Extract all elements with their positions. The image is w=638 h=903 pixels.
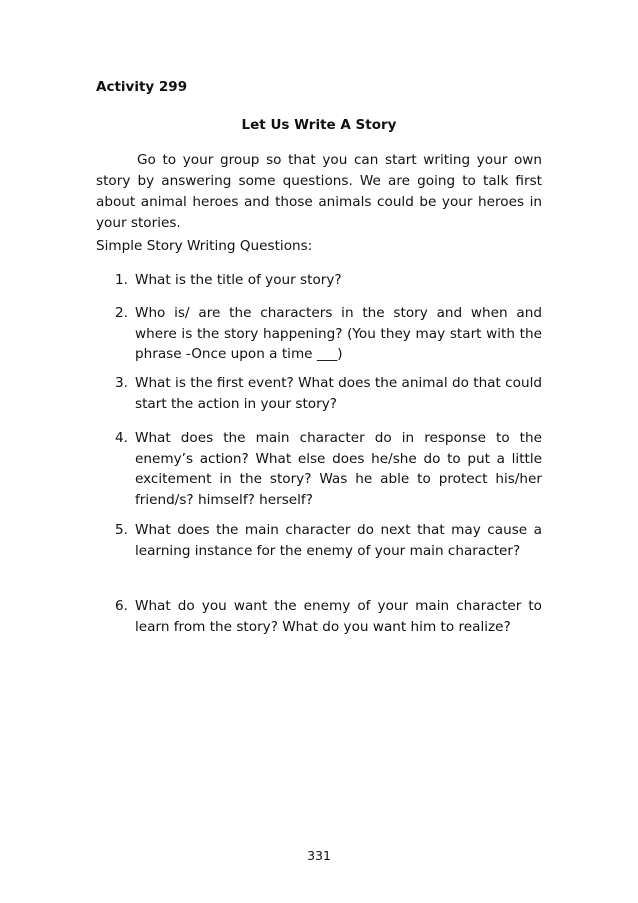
question-text: What is the first event? What does the animal do that could start the action in your story? [135,375,542,412]
question-item [115,520,542,561]
page-number: 331 [307,848,331,863]
story-heading-text: Let Us Write A Story [241,117,397,133]
question-text: What does the main character do in response to the enemy’s action? What else does he/she do to put a little excitement in the story? Was he able to protect his/her friend/s? himself? herself? [135,430,542,508]
question-text: Who is/ are the characters in the story and when and where is the story happening? (You they may start with the phrase -Once upon a time ___) [135,305,542,362]
question-number: 4. [115,430,128,446]
question-item [115,596,542,637]
story-heading [0,117,638,133]
question-number: 6. [115,598,128,614]
question-item [115,303,542,365]
question-text: What is the title of your story? [135,272,342,288]
question-number: 1. [115,272,128,288]
questions-label: Simple Story Writing Questions: [96,238,313,254]
question-text: What does the main character do next that may cause a learning instance for the enemy of your main character? [135,522,542,559]
question-number: 5. [115,522,128,538]
question-text: What do you want the enemy of your main character to learn from the story? What do you want him to realize? [135,598,542,635]
question-item [115,270,542,291]
question-number: 2. [115,305,128,321]
activity-title: Activity 299 [96,79,188,95]
question-number: 3. [115,375,128,391]
question-item [115,373,542,414]
intro-paragraph: Go to your group so that you can start writing your own story by answering some questions. We are going to talk first about animal heroes and those animals could be your heroes in your stories. [96,152,542,231]
question-item [115,428,542,510]
